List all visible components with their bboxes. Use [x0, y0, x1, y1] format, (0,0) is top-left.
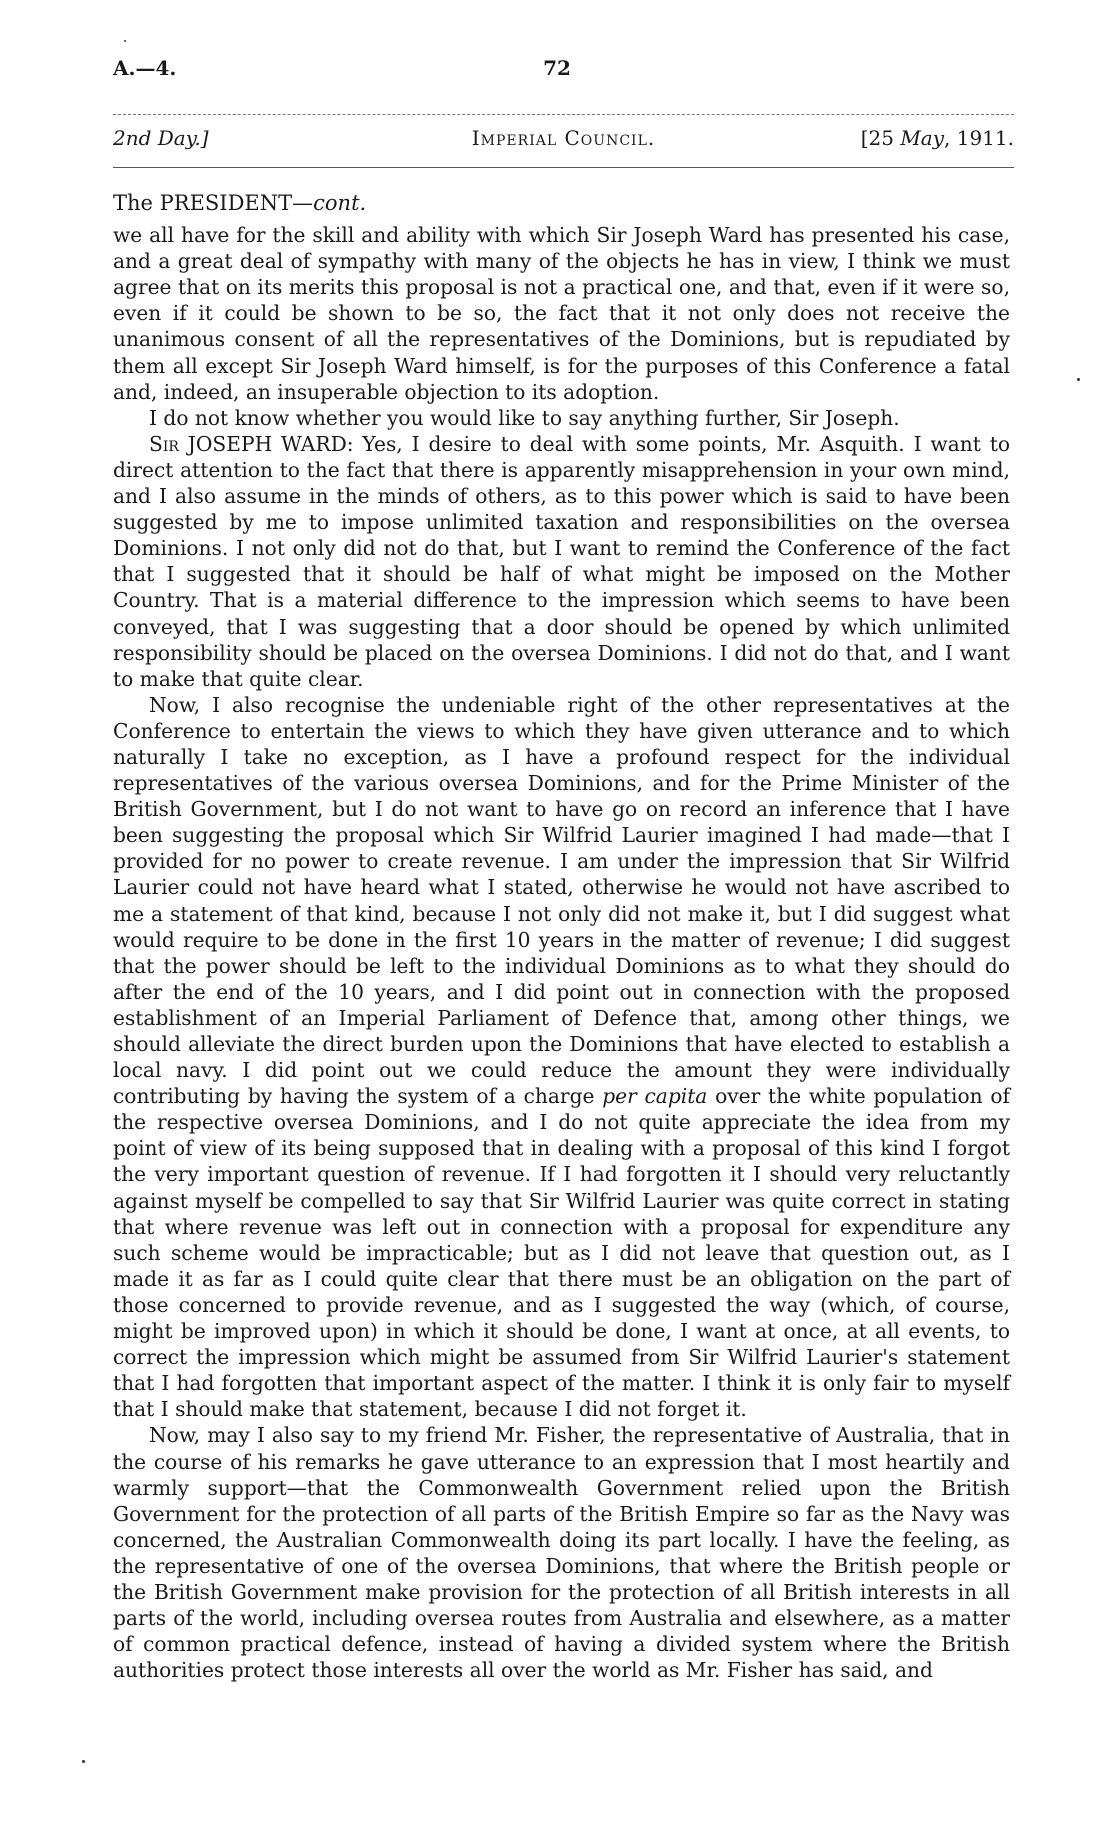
paragraph-4-part-a: Now, I also recognise the undeniable right of the other representatives at the Conference to entertain the views to which they have given utterance and to which naturally I take no exception, as I have a profound respect for the individual representatives of the various oversea Dominions, and for the Prime Minister of the British Government, but I do not want to have go on record an inference that I have been suggesting the proposal which Sir Wilfrid Laurier imagined I had made—that I provided for no power to create revenue. I am under the impression that Sir Wilfrid Laurier could not have heard what I stated, otherwise he would not have ascribed to me a statement of that kind, because I not only did not make it, but I did suggest what would require to be done in the first 10 years in the matter of revenue; I did suggest that the power should be left to the individual Dominions as to what they should do after the end of the 10 years, and I did point out in connection with the proposed establishment of an Imperial Parliament of Defence that, among other things, we should alleviate the direct burden upon the Dominions that have elected to establish a local navy. I did point out we could reduce the amount they were individually contributing by having the system of a charge — [113, 692, 1010, 1109]
page-header — [113, 56, 1001, 86]
date-month: May — [900, 126, 945, 150]
date-year: , 1911. — [944, 126, 1014, 150]
header-top-rule — [113, 114, 1014, 115]
speaker-name: The PRESIDENT — [113, 191, 293, 215]
session-day: 2nd Day.] — [113, 126, 209, 150]
paragraph-4-part-b: over the white population of the respective oversea Dominions, and I do not quite appreciate the idea from my point of view of its being supposed that in dealing with a proposal of this kind I forgot the very important question of revenue. If I had forgotten it I should very reluctantly against myself be compelled to say that Sir Wilfrid Laurier was quite correct in stating that where revenue was left out in connection with a proposal for expenditure any such scheme would be impracticable; but as I did not leave that question out, as I made it as far as I could quite clear that there must be an obligation on the part of those concerned to provide revenue, and as I suggested the way (which, of course, might be improved upon) in which it should be done, I want at once, at all events, to correct the impression which might be assumed from Sir Wilfrid Laurier's statement that I had forgotten that important aspect of the matter. I think it is only fair to myself that I should make that statement, because I did not forget it. — [113, 1084, 1010, 1422]
margin-speck — [1077, 378, 1080, 381]
paragraph-3-text: : Yes, I desire to deal with some points, Mr. Asquith. I want to direct attention to the fact that there is apparently misapprehension in your own mind, and I also assume in the minds of others, as to this power which is said to have been suggested by me to impose unlimited taxation and responsibilities on the oversea Dominions. I not only did not do that, but I want to remind the Conference of the fact that I suggested that it should be half of what might be imposed on the Mother Country. That is a material difference to the impression which seems to have been conveyed, that I was suggesting that a door should be opened by which unlimited responsibility should be placed on the oversea Dominions. I did not do that, and I want to make that quite clear. — [113, 431, 1010, 691]
margin-speck — [124, 40, 126, 42]
paragraph-5: Now, may I also say to my friend Mr. Fisher, the representative of Australia, that in the course of his remarks he gave utterance to an expression that I most heartily and warmly support—that the Commonwealth Government relied upon the British Government for the protection of all parts of the British Empire so far as the Navy was concerned, the Australian Commonwealth doing its part locally. I have the feeling, as the representative of one of the oversea Dominions, that where the British people or the British Government make provision for the protection of all British interests in all parts of the world, including oversea routes from Australia and elsewhere, as a matter of common practical defence, instead of having a divided system where the British authorities protect those interests all over the world as Mr. Fisher has said, and — [113, 1423, 1010, 1683]
session-date — [861, 126, 1014, 150]
paragraph-4 — [113, 692, 1010, 1423]
continued-marker: —cont. — [292, 191, 367, 215]
speaker-ward: Sir JOSEPH WARD — [149, 431, 347, 456]
running-title: Imperial Council. — [471, 126, 656, 150]
body-text — [113, 190, 1010, 1683]
page-number: 72 — [543, 56, 571, 80]
paragraph-2: I do not know whether you would like to say anything further, Sir Joseph. — [149, 405, 900, 430]
paragraph-1: we all have for the skill and ability with which Sir Joseph Ward has presented his case, and a great deal of sympathy with many of the objects he has in view, I think we must agree that on its merits this proposal is not a practical one, and that, even if it were so, even if it could be shown to be so, the fact that it not only does not receive the unanimous consent of all the representatives of the Dominions, but is repudiated by them all except Sir Joseph Ward himself, is for the purposes of this Conference a fatal and, indeed, an insuperable objection to its adoption. — [113, 223, 1010, 404]
running-head — [113, 126, 1014, 156]
latin-phrase: per capita — [602, 1084, 708, 1109]
speaker-heading — [113, 190, 1010, 216]
margin-speck — [82, 1760, 85, 1763]
date-prefix: [25 — [860, 126, 901, 150]
header-bottom-rule — [113, 167, 1014, 168]
document-code: A.—4. — [113, 56, 177, 80]
paragraph-3 — [113, 431, 1010, 692]
